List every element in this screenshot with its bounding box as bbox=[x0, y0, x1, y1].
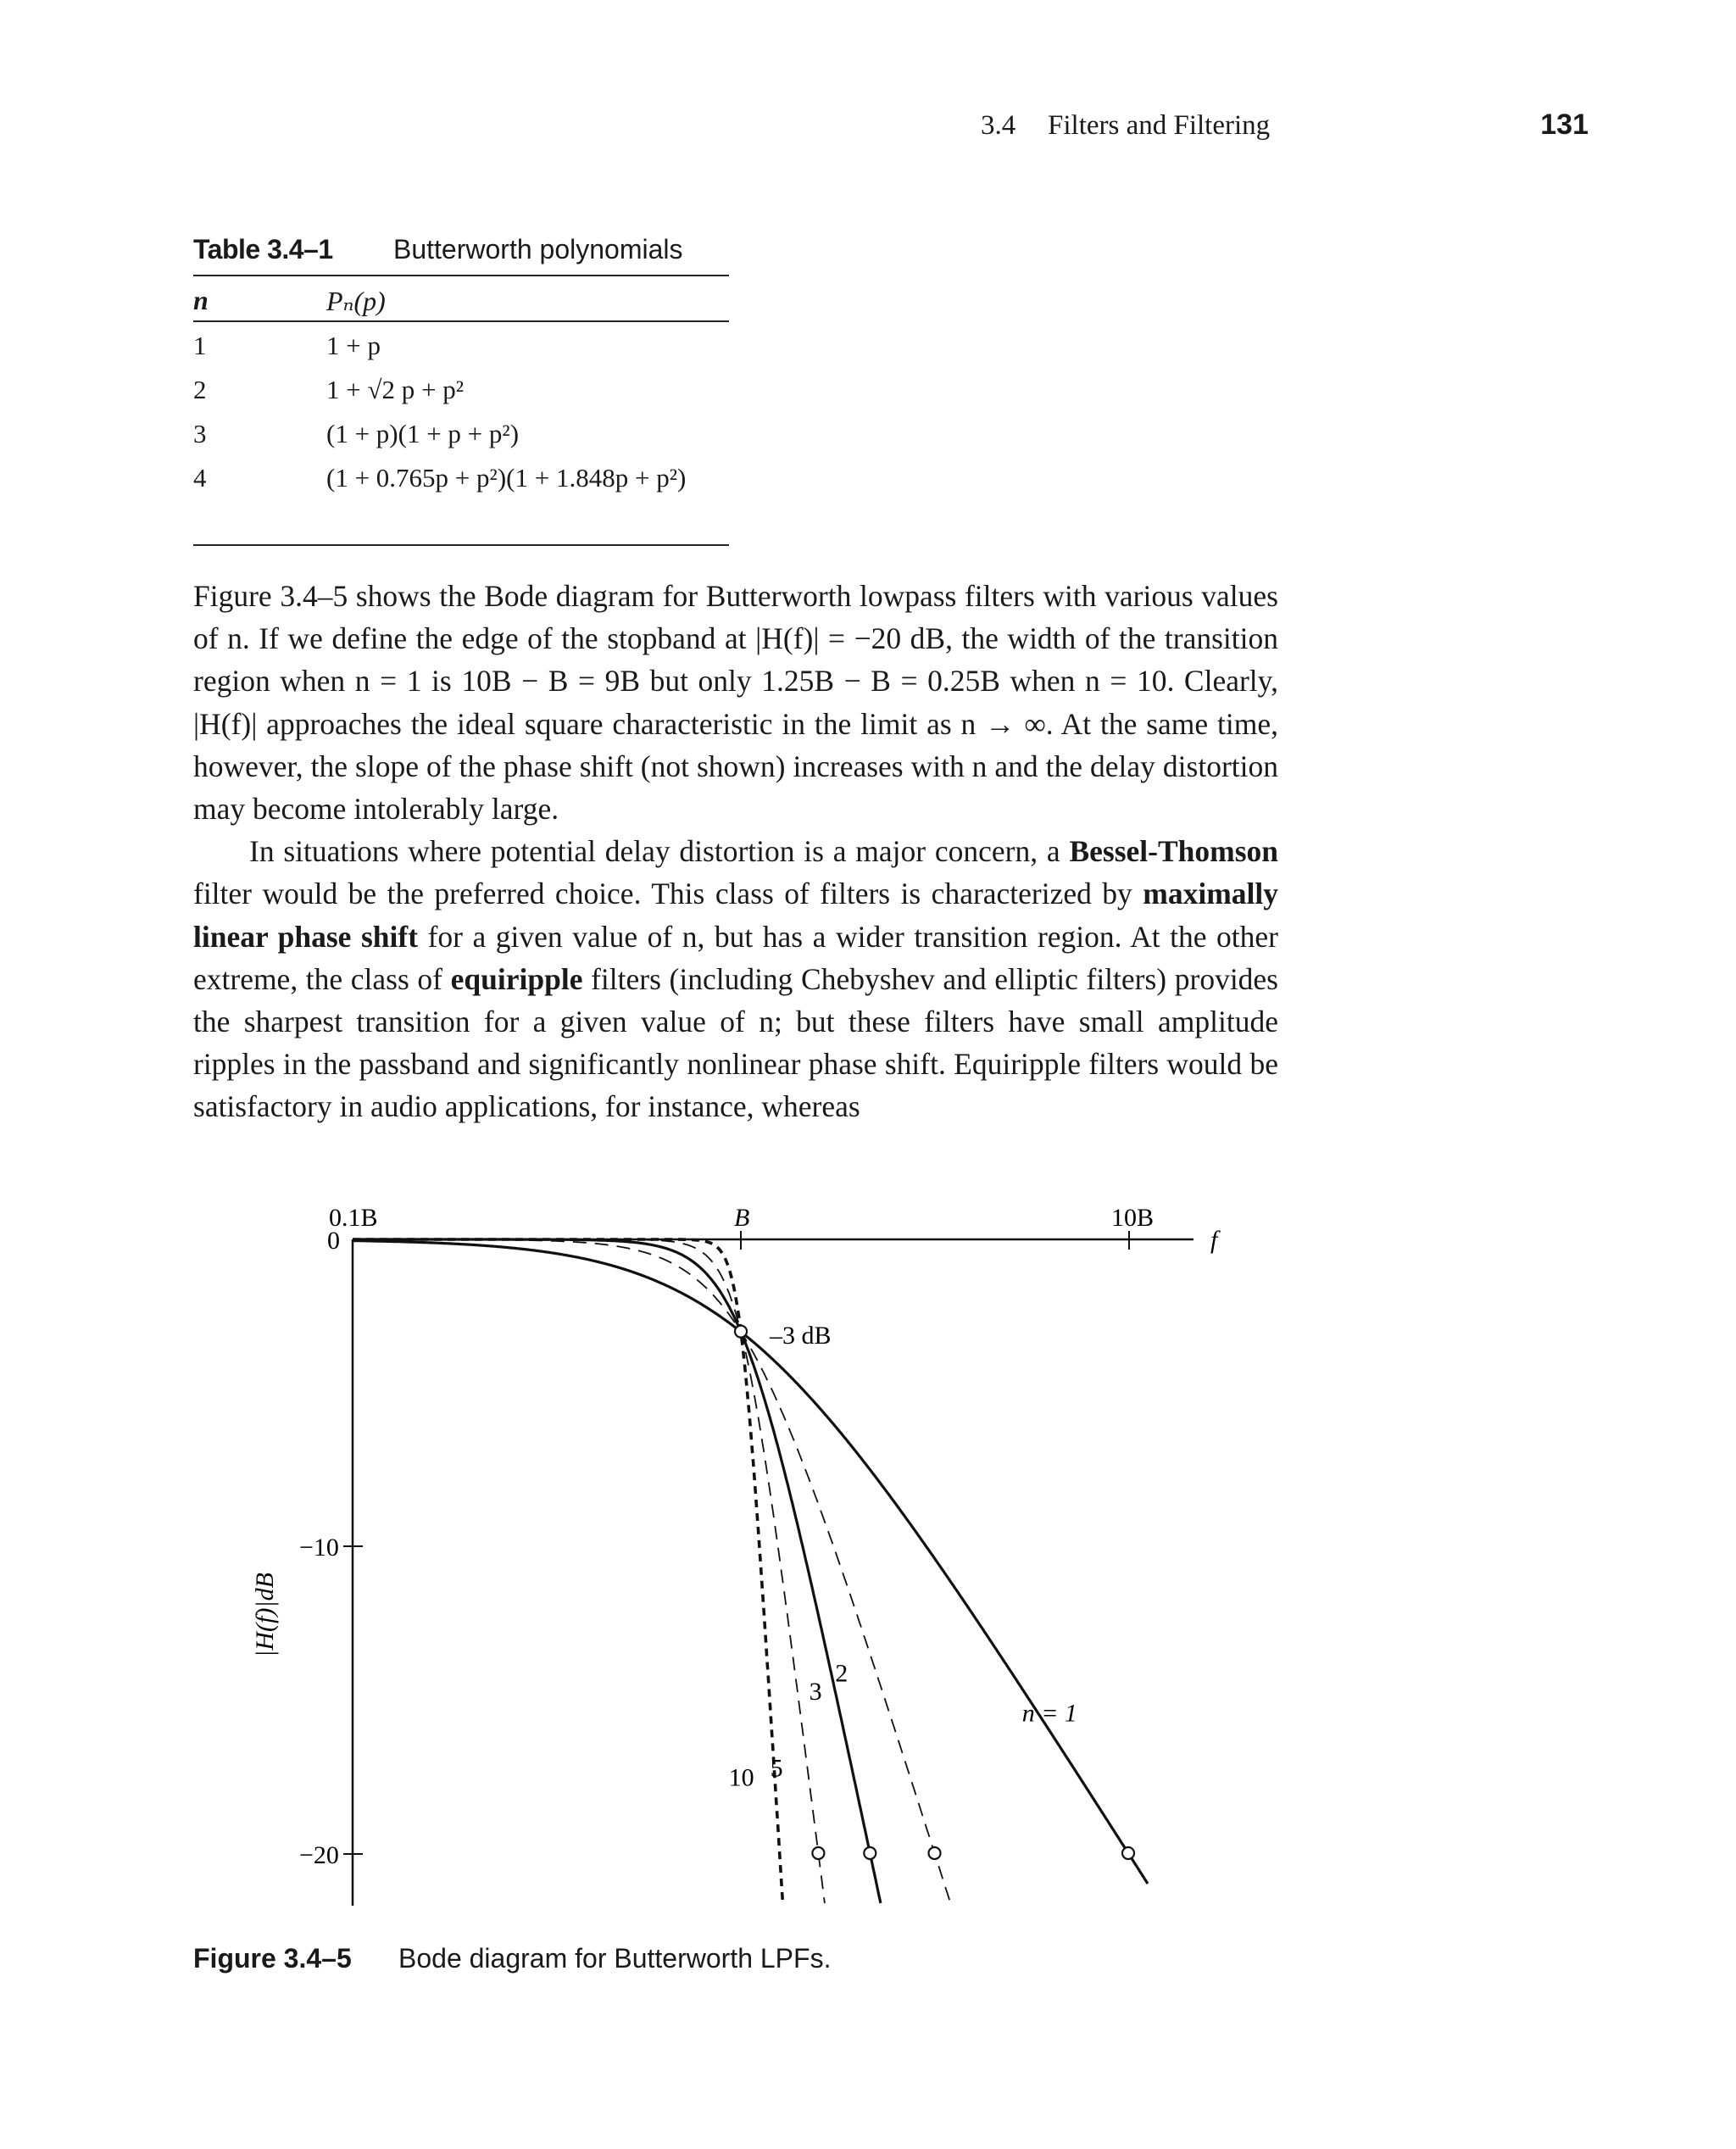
series-label-n3: 3 bbox=[809, 1678, 822, 1706]
table-cell-polynomial: 1 + p bbox=[326, 331, 381, 360]
table-cell-n: 2 bbox=[193, 375, 207, 404]
table-row bbox=[193, 410, 729, 454]
y-tick-label: −20 bbox=[299, 1841, 339, 1869]
reference-marker-3db bbox=[735, 1326, 747, 1338]
table-caption bbox=[193, 232, 729, 275]
term-equiripple: equiripple bbox=[450, 961, 583, 996]
series-label-n10: 10 bbox=[728, 1763, 754, 1792]
table-cell-polynomial: (1 + p)(1 + p + p²) bbox=[326, 419, 520, 448]
curve-n5 bbox=[353, 1239, 825, 1903]
bode-plot bbox=[0, 1187, 1736, 1950]
page-number: 131 bbox=[1540, 109, 1589, 141]
header-section-number: 3.4 bbox=[981, 110, 1016, 141]
table-label: Table 3.4–1 bbox=[193, 234, 333, 264]
stopband-marker-n1 bbox=[1122, 1847, 1134, 1859]
series-label-n5: 5 bbox=[770, 1754, 783, 1783]
figure-title: Bode diagram for Butterworth LPFs. bbox=[398, 1943, 832, 1974]
butterworth-table bbox=[193, 232, 729, 546]
paragraph: Figure 3.4–5 shows the Bode diagram for Butterworth lowpass filters with various values of n. If we define the edge of the stopband at |H(f)| = −20 dB, the width of the transition region when n = 1 is 10B − B = 9B but only 1.25B − B = 0.25B when n = 10. Clearly, |H(f)| approaches the ideal square characteristic in the limit as n → ∞. At the same time, however, the slope of the phase shift (not shown) increases with n and the delay distortion may become intolerably large. bbox=[193, 579, 1278, 827]
table-cell-polynomial: (1 + 0.765p + p²)(1 + 1.848p + p²) bbox=[326, 463, 687, 493]
table-cell-n: 3 bbox=[193, 419, 207, 448]
curve-n2 bbox=[353, 1239, 951, 1906]
bode-diagram-figure bbox=[0, 1187, 1736, 1950]
y-tick-label: −10 bbox=[299, 1534, 339, 1562]
curve-labels-group bbox=[729, 1659, 1077, 1791]
figure-label: Figure 3.4–5 bbox=[193, 1943, 352, 1974]
stopband-marker-n2 bbox=[929, 1847, 941, 1859]
table-cell-n: 1 bbox=[193, 331, 207, 360]
table-bottom-rule bbox=[193, 544, 729, 546]
stopband-marker-n5 bbox=[812, 1847, 824, 1859]
term-bessel-thomson: Bessel-Thomson bbox=[1069, 834, 1278, 869]
markers-group bbox=[735, 1326, 1134, 1859]
series-label-n2: 2 bbox=[835, 1659, 849, 1688]
x-axis-label: f bbox=[1210, 1226, 1218, 1254]
running-header bbox=[975, 107, 1589, 149]
term-linear-phase: maximally linear phase shift bbox=[193, 877, 1278, 954]
series-label-n1: n = 1 bbox=[1021, 1699, 1077, 1728]
column-header-n: n bbox=[193, 285, 209, 315]
x-tick-label: B bbox=[734, 1204, 750, 1232]
stopband-marker-n3 bbox=[864, 1847, 876, 1859]
y-axis-label: |H(f)|dB bbox=[251, 1573, 279, 1657]
table-title: Butterworth polynomials bbox=[393, 234, 683, 264]
table-cell-polynomial: 1 + √2 p + p² bbox=[326, 375, 465, 404]
annotation-3db: –3 dB bbox=[770, 1322, 832, 1350]
table-row bbox=[193, 454, 729, 498]
x-tick-label: 10B bbox=[1111, 1204, 1155, 1232]
table-header-row bbox=[193, 276, 729, 320]
curve-n10 bbox=[353, 1239, 783, 1903]
y-tick-label: 0 bbox=[327, 1227, 340, 1255]
table-body bbox=[193, 322, 729, 498]
column-header-polynomial: Pₙ(p) bbox=[326, 286, 386, 316]
paragraph: In situations where potential delay distortion is a major concern, a Bessel-Thomson filter would be the preferred choice. This class of filters is characterized by maximally linear phase shift for a given value of n, but has a wider transition region. At the other extreme, the class of equiripple filters (including Chebyshev and elliptic filters) provides the sharpest transition for a given value of n; but these filters have small amplitude ripples in the passband and significantly nonlinear phase shift. Equiripple filters would be satisfactory in audio applications, for instance, whereas bbox=[193, 834, 1279, 1124]
body-text bbox=[193, 575, 1278, 1128]
curves-group bbox=[353, 1239, 1148, 1906]
x-tick-label: 0.1B bbox=[329, 1204, 378, 1232]
table-row bbox=[193, 366, 729, 410]
table-row bbox=[193, 322, 729, 366]
header-section-title: Filters and Filtering bbox=[1048, 110, 1271, 141]
table-cell-n: 4 bbox=[193, 463, 207, 493]
